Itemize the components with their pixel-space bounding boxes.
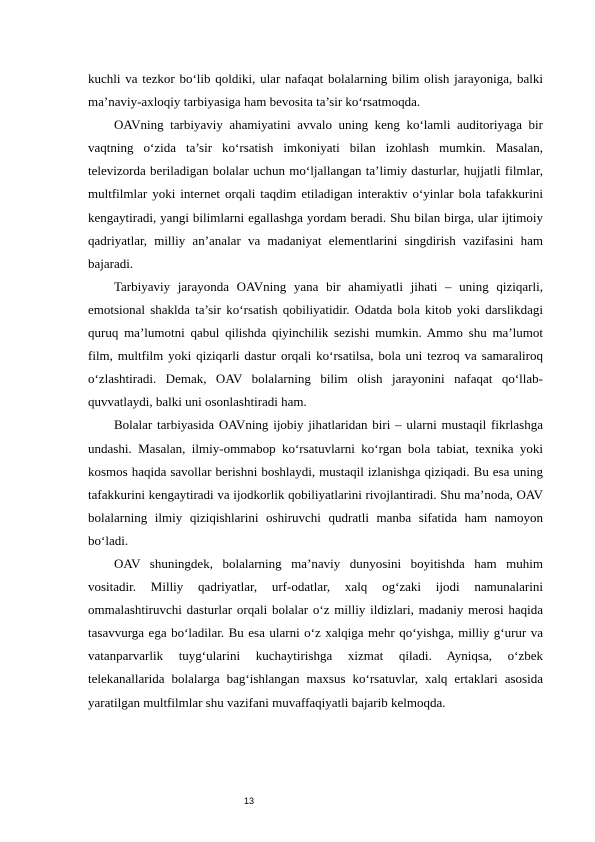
paragraph-oav-emotional: Tarbiyaviy jarayonda OAVning yana bir ahamiyatli jihati – uning qiziqarli, emotsional shaklda ta’sir ko‘rsatish qobiliyatidir. Odatda bola kitob yoki darslikdagi quruq ma’lumotni qabul qilishda qiyinchilik sezishi mumkin. Ammo shu ma’lumot film, multfilm yoki qiziqarli dastur orqali ko‘rsatilsa, bola uni tezroq va samaraliroq o‘zlashtiradi. Demak, OAV bolalarning bilim olish jarayonini nafaqat qo‘llab-quvvatlaydi, balki uni osonlashtiradi ham. — [88, 278, 543, 410]
paragraph-oav-audience: OAVning tarbiyaviy ahamiyatini avvalo uning keng ko‘lamli auditoriyaga bir vaqtning o‘zida ta’sir ko‘rsatish imkoniyati bilan izohlash mumkin. Masalan, televizorda beriladigan bolalar uchun mo‘ljallangan ta’limiy dasturlar, hujjatli filmlar, multfilmlar yoki internet orqali taqdim etiladigan interaktiv o‘yinlar bola tafakkurini kengaytiradi, yangi bilimlarni egallashga yordam beradi. Shu bilan birga, ular ijtimoiy qadriyatlar, milliy an’analar va madaniyat elementlarini singdirish vazifasini ham bajaradi. — [88, 117, 543, 271]
document-body — [88, 67, 543, 714]
paragraph-independent-thinking: Bolalar tarbiyasida OAVning ijobiy jihatlaridan biri – ularni mustaqil fikrlashga undashi. Masalan, ilmiy-ommabop ko‘rsatuvlarni ko‘rgan bola tabiat, texnika yoki kosmos haqida savollar berishni boshlaydi, mustaqil izlanishga qiziqadi. Bu esa uning tafakkurini kengaytiradi va ijodkorlik qobiliyatlarini rivojlantiradi. Shu ma’noda, OAV bolalarning ilmiy qiziqishlarini oshiruvchi qudratli manba sifatida ham namoyon bo‘ladi. — [88, 417, 543, 548]
page-number: 13 — [244, 796, 255, 806]
paragraph-continuation: kuchli va tezkor bo‘lib qoldiki, ular nafaqat bolalarning bilim olish jarayoniga, balki ma’naviy-axloqiy tarbiyasiga ham bevosita ta’sir ko‘rsatmoqda. — [88, 71, 543, 110]
paragraph-spiritual-world: OAV shuningdek, bolalarning ma’naviy dunyosini boyitishda ham muhim vositadir. Milliy qadriyatlar, urf-odatlar, xalq og‘zaki ijodi namunalarini ommalashtiruvchi dasturlar orqali bolalar o‘z milliy ildizlari, madaniy merosi haqida tasavvurga ega bo‘ladilar. Bu esa ularni o‘z xalqiga mehr qo‘yishga, milliy g‘urur va vatanparvarlik tuyg‘ularini kuchaytirishga xizmat qiladi. Ayniqsa, o‘zbek telekanallarida bolalarga bag‘ishlangan maxsus ko‘rsatuvlar, xalq ertaklari asosida yaratilgan multfilmlar shu vazifani muvaffaqiyatli bajarib kelmoqda. — [88, 555, 543, 710]
